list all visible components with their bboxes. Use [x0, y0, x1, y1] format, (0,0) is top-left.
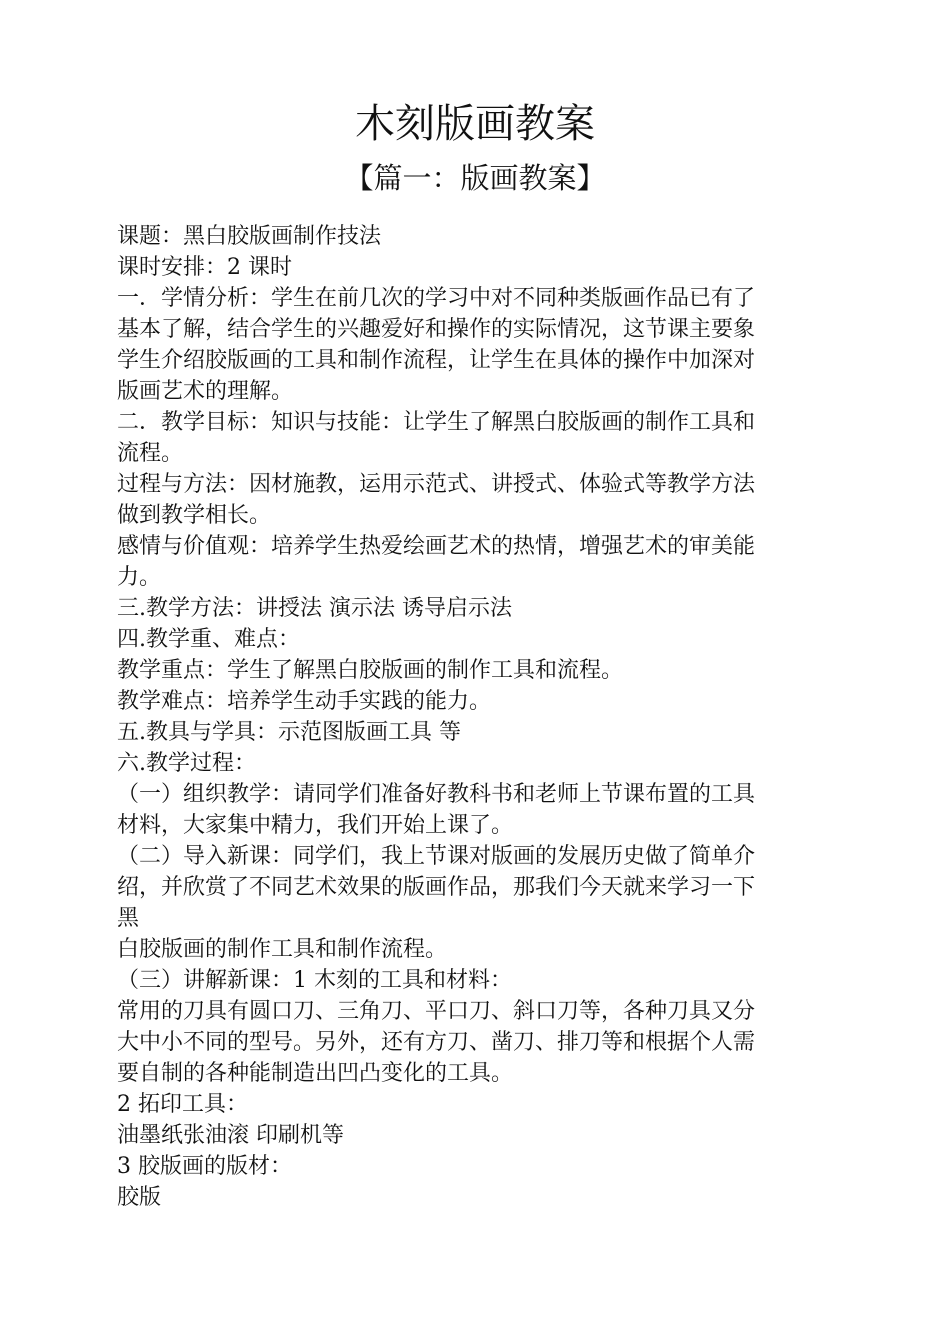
text-line: 一．学情分析：学生在前几次的学习中对不同种类版画作品已有了: [117, 286, 756, 311]
text-line: 绍，并欣赏了不同艺术效果的版画作品，那我们今天就来学习一下: [117, 875, 756, 900]
text-line: 过程与方法：因材施教，运用示范式、讲授式、体验式等教学方法: [117, 472, 756, 497]
document-title: 木刻版画教案: [355, 101, 595, 147]
text-line: （一）组织教学：请同学们准备好教科书和老师上节课布置的工具: [117, 782, 756, 807]
text-line: 大中小不同的型号。另外，还有方刀、凿刀、排刀等和根据个人需: [117, 1030, 756, 1055]
text-line: 版画艺术的理解。: [117, 379, 294, 404]
text-line: 感情与价值观：培养学生热爱绘画艺术的热情，增强艺术的审美能: [117, 534, 756, 559]
text-line: 五.教具与学具：示范图版画工具 等: [117, 720, 461, 745]
text-line: 油墨纸张油滚 印刷机等: [117, 1123, 344, 1148]
text-line: （二）导入新课：同学们，我上节课对版画的发展历史做了简单介: [117, 844, 756, 869]
text-line: 流程。: [117, 441, 184, 466]
text-line: 二．教学目标：知识与技能：让学生了解黑白胶版画的制作工具和: [117, 410, 756, 435]
text-line: 力。: [117, 565, 162, 590]
text-line: 课题：黑白胶版画制作技法: [117, 224, 382, 249]
text-line: （三）讲解新课：1 木刻的工具和材料：: [117, 968, 512, 993]
text-line: 三.教学方法：讲授法 演示法 诱导启示法: [117, 596, 512, 621]
text-line: 六.教学过程：: [117, 751, 256, 776]
text-line: 课时安排：2 课时: [117, 255, 292, 280]
text-line: 材料，大家集中精力，我们开始上课了。: [117, 813, 514, 838]
text-line: 常用的刀具有圆口刀、三角刀、平口刀、斜口刀等，各种刀具又分: [117, 999, 756, 1024]
text-line: 学生介绍胶版画的工具和制作流程，让学生在具体的操作中加深对: [117, 348, 756, 373]
text-line: 白胶版画的制作工具和制作流程。: [117, 937, 448, 962]
text-line: 四.教学重、难点：: [117, 627, 300, 652]
text-line: 教学难点：培养学生动手实践的能力。: [117, 689, 492, 714]
text-line: 基本了解，结合学生的兴趣爱好和操作的实际情况，这节课主要象: [117, 317, 756, 342]
text-line: 教学重点：学生了解黑白胶版画的制作工具和流程。: [117, 658, 624, 683]
text-line: 做到教学相长。: [117, 503, 272, 528]
document-subtitle: 【篇一：版画教案】: [344, 161, 606, 195]
text-line: 黑: [117, 906, 140, 931]
text-line: 3 胶版画的版材：: [117, 1154, 292, 1179]
text-line: 胶版: [117, 1185, 162, 1210]
document-body: [117, 221, 829, 1213]
text-line: 要自制的各种能制造出凹凸变化的工具。: [117, 1061, 514, 1086]
text-line: 2 拓印工具：: [117, 1092, 248, 1117]
